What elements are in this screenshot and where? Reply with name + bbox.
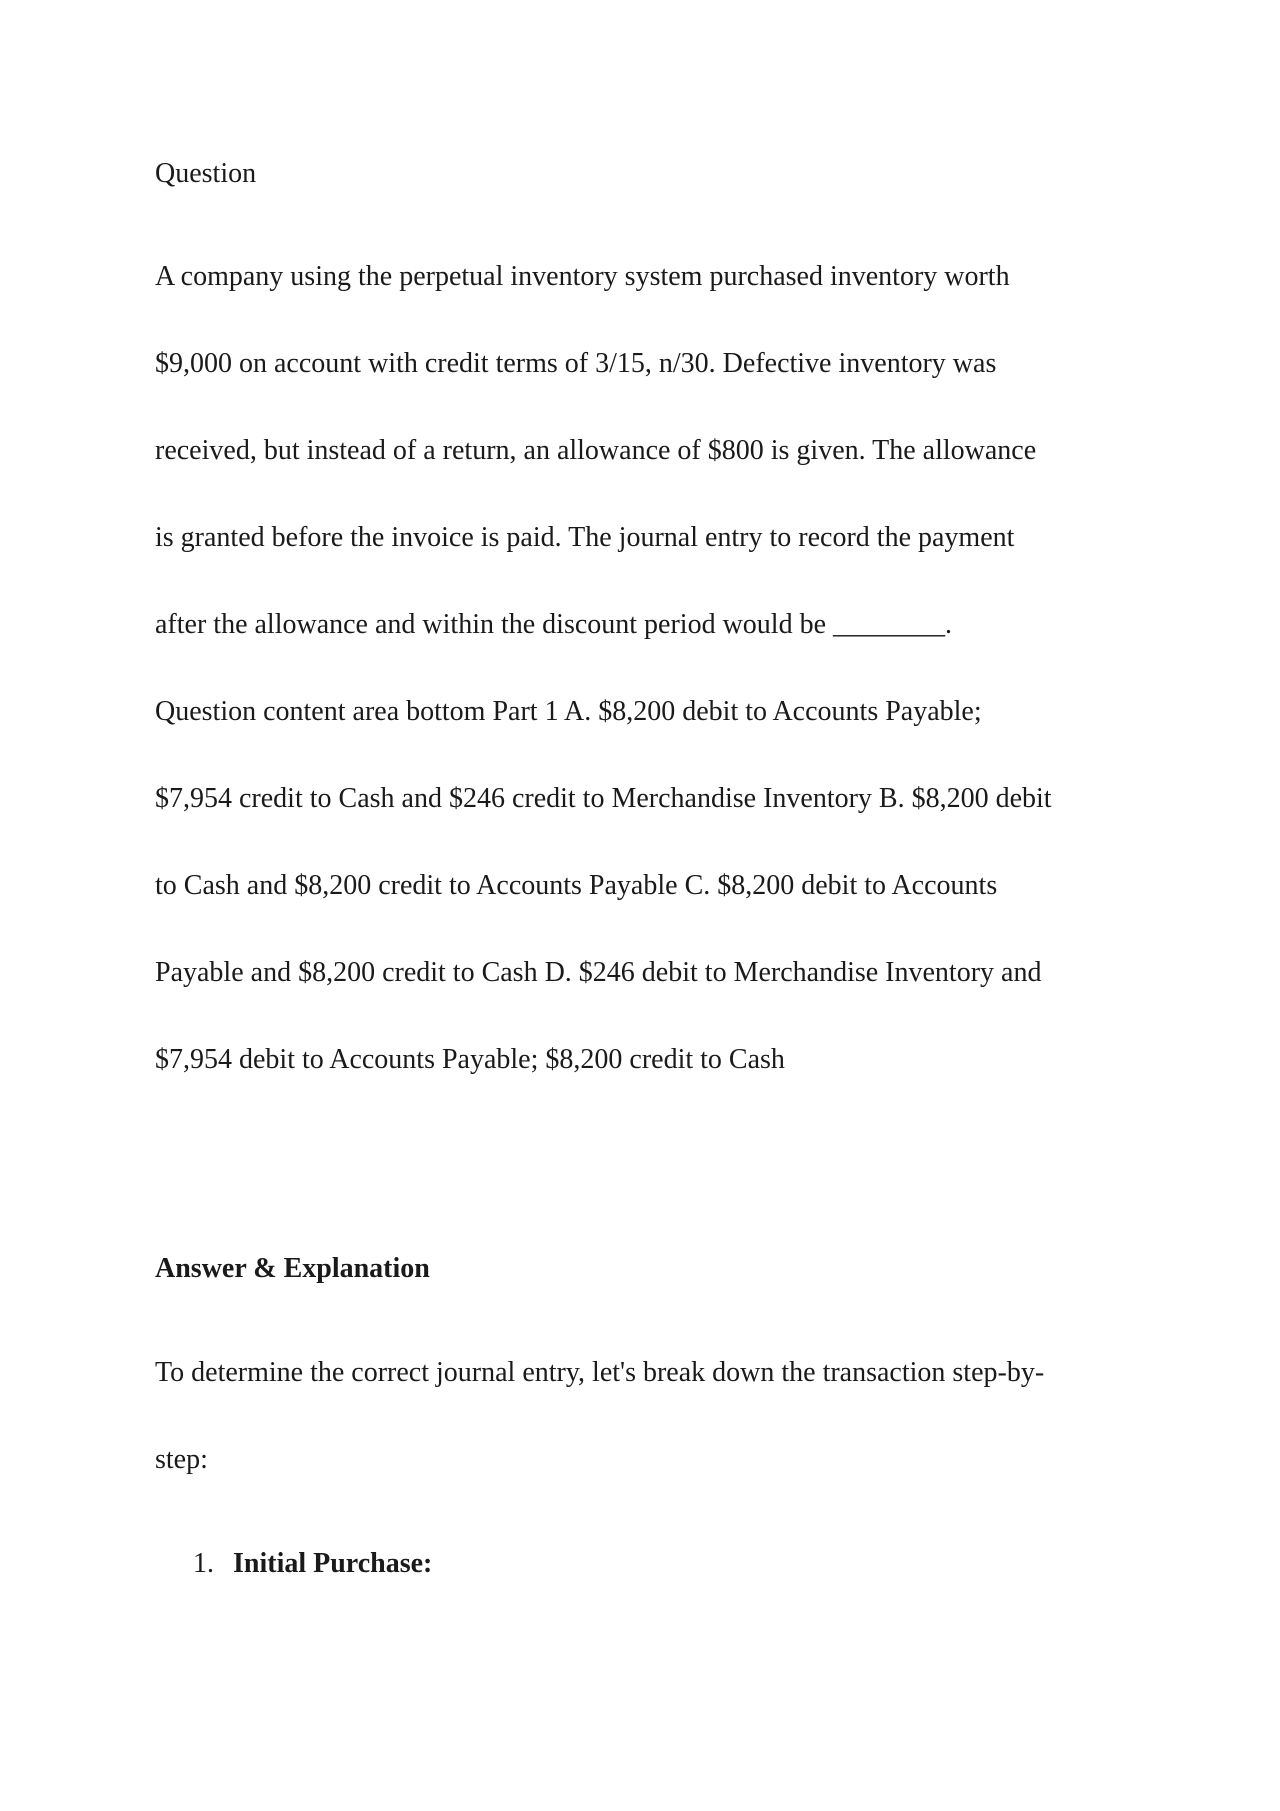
question-line-8: to Cash and $8,200 credit to Accounts Payable C. $8,200 debit to Accounts (155, 870, 998, 901)
question-line-3: received, but instead of a return, an allowance of $800 is given. The allowance (155, 435, 1037, 466)
question-line-10: $7,954 debit to Accounts Payable; $8,200 credit to Cash (155, 1044, 785, 1075)
step-title: Initial Purchase: (233, 1548, 433, 1579)
question-line-1: A company using the perpetual inventory system purchased inventory worth (155, 261, 1010, 292)
question-line-6: Question content area bottom Part 1 A. $8,200 debit to Accounts Payable; (155, 696, 982, 727)
question-line-5: after the allowance and within the discount period would be ________. (155, 609, 953, 640)
step-list-item (193, 1548, 432, 1580)
question-line-2: $9,000 on account with credit terms of 3/15, n/30. Defective inventory was (155, 348, 997, 379)
step-number: 1. (193, 1548, 214, 1579)
answer-intro-line-1: To determine the correct journal entry, let's break down the transaction step-by- (155, 1357, 1045, 1388)
question-line-4: is granted before the invoice is paid. The journal entry to record the payment (155, 522, 1015, 553)
answer-intro-line-2: step: (155, 1444, 208, 1475)
answer-heading: Answer & Explanation (155, 1253, 430, 1284)
question-line-9: Payable and $8,200 credit to Cash D. $246 debit to Merchandise Inventory and (155, 957, 1042, 988)
question-heading: Question (155, 158, 257, 189)
question-line-7: $7,954 credit to Cash and $246 credit to Merchandise Inventory B. $8,200 debit (155, 783, 1052, 814)
